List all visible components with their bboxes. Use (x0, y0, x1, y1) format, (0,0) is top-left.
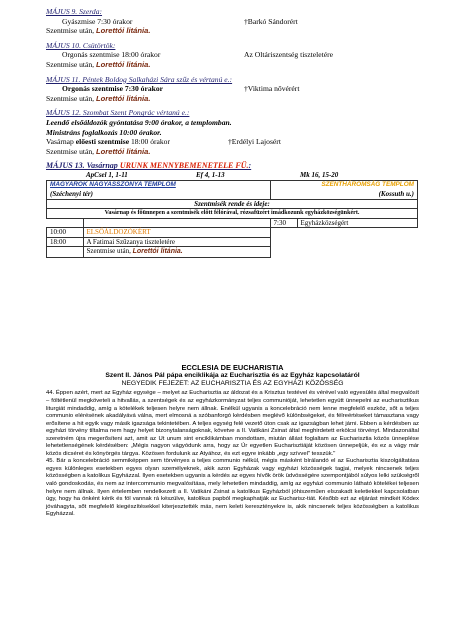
service-intention: †Barkó Sándorért (244, 16, 298, 26)
litany-text: Lorettói litánia. (96, 146, 151, 156)
church-places-row (47, 190, 418, 199)
intention-cell (83, 218, 270, 228)
after-mass-text: Szentmise után, (46, 59, 95, 69)
schedule-row (47, 228, 418, 238)
entry-may-11 (46, 75, 418, 104)
place-left: (Széchenyi tér) (47, 190, 271, 199)
vigil-mass: előesti szentmise (75, 137, 130, 147)
schedule-row (47, 247, 418, 258)
confession-notice: Leendő elsőáldozók gyóntatása 9:00 órakor, a templomban. (46, 117, 232, 127)
ministrant-notice: Ministráns foglalkozás 10:00 órakor. (46, 127, 162, 137)
litany-text: Lorettói litánia. (132, 248, 183, 256)
schedule-row (47, 237, 418, 247)
document-subtitle: Szent II. János Pál pápa enciklikája az Eucharisztia és az Egyház kapcsolatáról (105, 372, 360, 379)
after-mass-text: Szentmise után, (46, 26, 95, 36)
paragraph-45: 45. Bár a koncelebráció semmiképpen sem törvényes a teljes communio nélkül, mégis másként bírálandó el az Eucharisztia kiszolgáltatása egyes különleges esetekben egyes olyan személyeknek, akik azon Egyházak vagy egyházi közösségek tagjai, melyek nincsenek teljes közösségben a katolikus Egyházzal. Ilyen esetekben ugyanis a kérdés az egyes hívők örök üdvösségére szempontjából súlyos lelki szükségről való gondoskodás, és nem az intercommunio megvalósítása, mely lehetetlen mindaddig, amíg az egyházi communio látható kötelékei teljesen helyre nem állnak. Ilyen értelemben rendelkezett a II. Vatikáni Zsinat a katolikus Egyházból jóhiszeműen elszakadt keletiekkel kapcsolatban úgy, hogy ha önként kérik és föl vannak rá készülve, katolikus papból megkaphatják az Eucharisz-tiát. Később ezt az eljárást mindkét Kódex jóváhagyta, sőt megfelelő kiegészítésekkel kiterjesztették más, nem keleti keresztényekre is, akik nincsenek teljes közösségben a katolikus Egyházzal. (46, 458, 419, 518)
entry-date: MÁJUS 11. Péntek Boldog Salkaházi Sára szűz és vértanú e.: (46, 74, 233, 84)
reading-3: Mk 16, 15-20 (300, 171, 339, 180)
after-mass-text: Szentmise után, (46, 93, 95, 103)
paragraph-44: 44. Éppen azért, mert az Egyház egysége – melyet az Eucharisztia az áldozat és a Krisztus testével és vérével való egyesülés által megvalósít – föltétlenül megköveteli a hitvallás, a szentségek és az egyházkormányzat teljes communióját, lehetetlen együtt ünnepelni az eucharisztikus liturgiát mindaddig, amíg a kötelékek teljesen helyre nem állnak. Enélkül ugyanis a koncelebráció nem lenne megfelelő eszköz, sőt a teljes communio elérésének akadályává válna, mert elmosná a szóbanforgó kérdésben meglévő különbségeket, és félreértéseket támasztana vagy erősítene a hit egyik vagy másik igazsága tekintetében. A teljes egység felé vezető úton csak az igazságban lehet járni. Ebben a kérdésben az egyházi törvény tiltalma nem hagy helyet bizonytalanságoknak, követve a II. Vatikáni Zsinat által meghirdetett erkölcsi törvényt. Mindazonáltal szeretném újra megerősíteni azt, amit az Ut unum sint enciklikámban mondottam, miután állást foglaltam az Eucharisztia közös ünneplése lehetetlenségének kérdésében: „Mégis nagyon vágyódunk arra, hogy az Úr egyetlen Eucharisztiáját közösen ünnepeljük, és ez a vágy már közös dicséret és könyörgés tárgya. Közösen fordulunk az Atyához, és ezt egyre inkább „egy szívvel" tesszük." (46, 390, 419, 457)
after-mass-text: Szentmise után, (86, 247, 133, 256)
document-title: ECCLESIA DE EUCHARISTIA (181, 363, 284, 372)
sunday-date: MÁJUS 13. Vasárnap (46, 161, 118, 171)
entry-date: MÁJUS 9. Szerda: (46, 7, 103, 16)
place-right: (Kossuth u.) (270, 190, 418, 199)
after-mass-text: Szentmise után, (46, 146, 95, 156)
church-left: MAGYAROK NAGYASSZONYA TEMPLOM (47, 181, 271, 190)
time-cell: 18:00 (47, 237, 84, 247)
entry-may-9 (46, 7, 418, 36)
litany-text: Lorettói litánia. (96, 26, 151, 36)
rosary-note: Vasárnap és főünnepen a szentmisék előtt félórával, rózsafüzért imádkozunk egyházközségünkért. (47, 209, 418, 219)
intention-cell: ELSŐÁLDOZÓKÉRT (83, 228, 270, 238)
service-intention: Az Oltáriszentség tiszteletére (244, 50, 333, 60)
service-label: Gyászmise 7:30 órakor (62, 16, 133, 26)
feast-name: URUNK MENNYBEMENETELE FÜ. (119, 161, 249, 171)
church-names-row (47, 181, 418, 190)
service-label: Orgonás szentmise 18:00 órakor (62, 50, 161, 60)
mass-schedule-table (46, 180, 418, 258)
intention-cell: A Fatimai Szűzanya tiszteletére (83, 237, 270, 247)
entry-date: MÁJUS 12. Szombat Szent Pongrác vértanú e.: (46, 108, 190, 118)
vigil-prefix: Vasárnap (46, 137, 76, 147)
sunday-colon: : (248, 161, 252, 171)
litany-text: Lorettói litánia. (96, 93, 151, 103)
encyclical-excerpt (46, 363, 419, 519)
sunday-heading (46, 161, 418, 171)
vigil-time: 18:00 órakor (129, 137, 171, 147)
readings (86, 171, 418, 180)
entry-date: MÁJUS 10. Csütörtök: (46, 40, 116, 50)
entry-may-10 (46, 41, 418, 70)
entry-may-12 (46, 108, 418, 156)
reading-1: ApCsel 1, 1-11 (86, 171, 128, 180)
time-cell: 10:00 (47, 228, 84, 238)
service-intention: †Erdélyi Lajosért (228, 137, 281, 147)
announcements (46, 7, 418, 258)
time-cell (47, 247, 84, 258)
intention-cell-right: Egyházközségért (297, 218, 417, 228)
service-label: Orgonás szentmise 7:30 órakor (62, 84, 164, 94)
litany-text: Lorettói litánia. (96, 59, 151, 69)
chapter-title: NEGYEDIK FEJEZET: AZ EUCHARISZTIA ÉS AZ EGYHÁZI KÖZÖSSÉG (121, 380, 344, 388)
time-cell-right: 7:30 (270, 218, 297, 228)
time-cell (47, 218, 84, 228)
schedule-row (47, 218, 418, 228)
service-intention: †Viktima nővérért (244, 84, 300, 94)
schedule-header: Szentmisék rende és ideje: (47, 199, 418, 209)
reading-2: Ef 4, 1-13 (196, 171, 225, 180)
church-right: SZENTHÁROMSÁG TEMPLOM (270, 181, 418, 190)
